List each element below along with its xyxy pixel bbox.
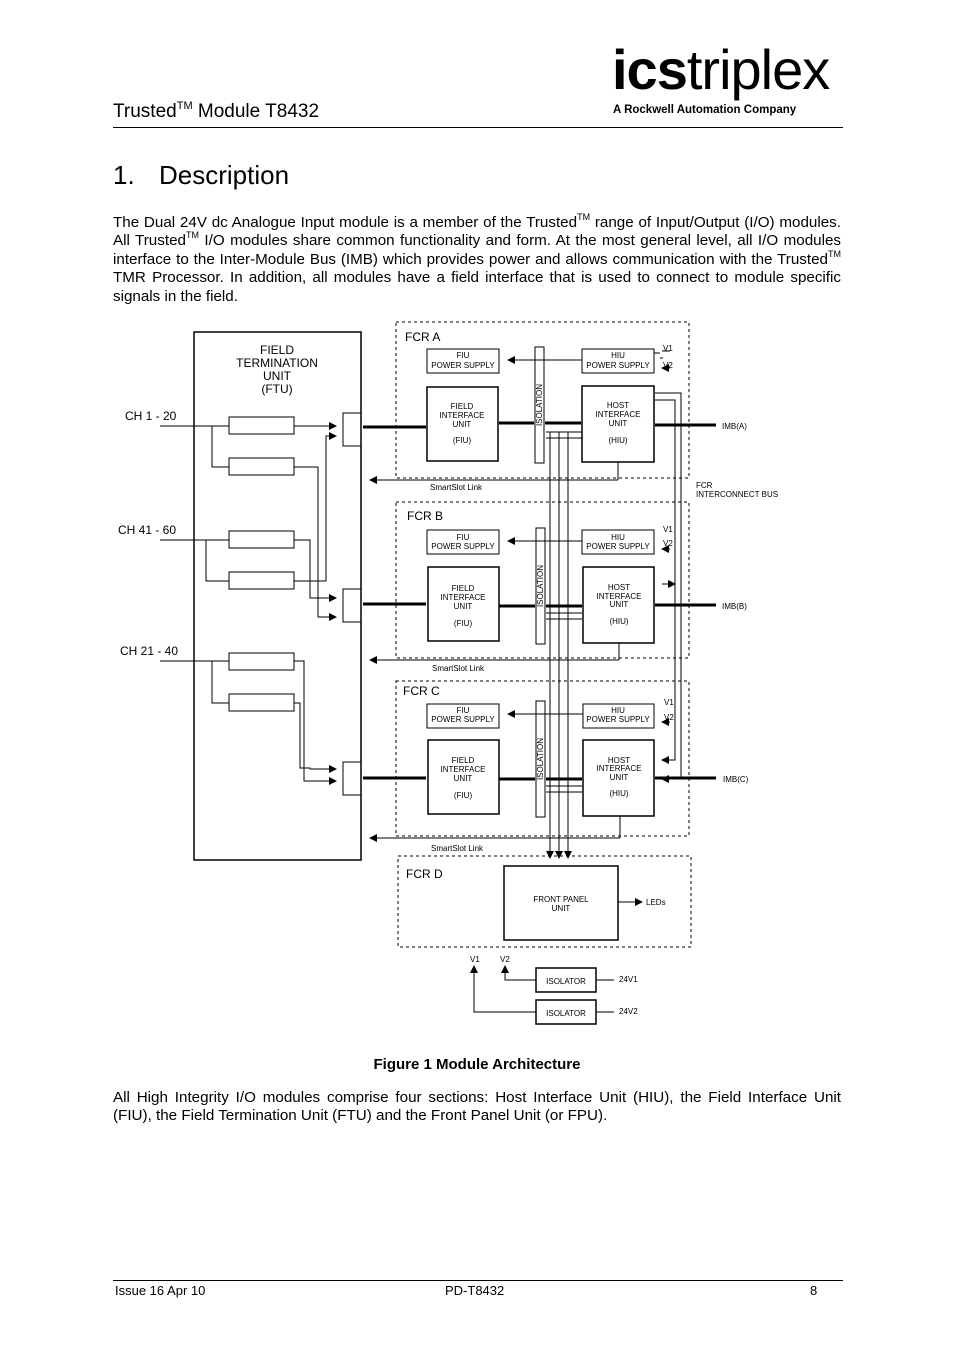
diagram-connector	[294, 467, 336, 617]
diagram-label: HOST	[607, 583, 631, 592]
diagram-label: V1	[663, 344, 673, 353]
diagram-label: V2	[664, 713, 674, 722]
diagram-connector	[212, 426, 229, 467]
diagram-label: HOST	[606, 401, 630, 410]
body-paragraph: All High Integrity I/O modules comprise four sections: Host Interface Unit (HIU), the Field Interface Unit (FIU), the Field Termination Unit (FTU) and the Front Panel Unit (or FPU).	[113, 1089, 841, 1125]
diagram-label: UNIT	[608, 419, 628, 428]
diagram-label: (HIU)	[609, 617, 629, 626]
diagram-label: FRONT PANEL	[533, 895, 589, 904]
diagram-label: FIU	[456, 706, 470, 715]
diagram-label: ISOLATOR	[546, 977, 586, 986]
diagram-label: SmartSlot Link	[431, 844, 484, 853]
page-number: 8	[810, 1283, 818, 1298]
diagram-label: POWER SUPPLY	[431, 715, 495, 724]
diagram-label: ISOLATION	[536, 564, 545, 608]
diagram-label: IMB(C)	[723, 775, 749, 784]
diagram-label: V2	[500, 955, 510, 964]
diagram-label: UNIT	[453, 602, 473, 611]
diagram-label: V2	[663, 539, 673, 548]
diagram-label: UNIT	[452, 420, 472, 429]
diagram-label: FIU	[456, 351, 470, 360]
diagram-label: INTERFACE	[596, 764, 642, 773]
ftu-connector	[343, 589, 361, 622]
resistor	[229, 694, 294, 711]
diagram-label: POWER SUPPLY	[586, 542, 650, 551]
diagram-label: SmartSlot Link	[430, 483, 483, 492]
ftu-connector	[343, 762, 361, 795]
diagram-connector	[294, 436, 336, 581]
section-heading: 1. Description	[113, 160, 290, 190]
diagram-label: (HIU)	[608, 436, 628, 445]
diagram-label: V1	[470, 955, 480, 964]
diagram-label: UNIT	[609, 600, 629, 609]
diagram-label: FIELD	[450, 402, 474, 411]
intro-paragraph: The Dual 24V dc Analogue Input module is a member of the Trusted™ range of Input/Output (I/O) modules. All Trusted™ I/O modules share common functionality and form. At the most general level, all I/O modules interface to the Inter-Module Bus (IMB) which provides power and allows communication with the Trusted™ TMR Processor. In addition, all modules have a field interface that is used to connect to module specific signals in the field.	[113, 212, 841, 305]
diagram-label: POWER SUPPLY	[431, 361, 495, 370]
diagram-label: V1	[664, 698, 674, 707]
resistor	[229, 458, 294, 475]
footer-doc-id: PD-T8432	[445, 1283, 505, 1298]
diagram-label: ISOLATION	[536, 737, 545, 781]
fcr-d-label: FCR D	[406, 867, 443, 881]
fcr-b-label: FCR B	[407, 509, 443, 523]
module-title: Trusted™ Module T8432	[113, 100, 320, 122]
diagram-label: INTERFACE	[440, 765, 486, 774]
diagram-label: POWER SUPPLY	[586, 361, 650, 370]
ftu-label-1: FIELD	[259, 343, 295, 357]
company-logo: icstriplex	[612, 38, 830, 101]
diagram-label: HIU	[611, 706, 625, 715]
ftu-label-4: (FTU)	[261, 382, 293, 396]
diagram-label: FIU	[456, 533, 470, 542]
diagram-label: INTERFACE	[439, 411, 485, 420]
resistor	[229, 572, 294, 589]
diagram-label: POWER SUPPLY	[431, 542, 495, 551]
diagram-label: ISOLATOR	[546, 1009, 586, 1018]
diagram-label: LEDs	[646, 898, 666, 907]
diagram-connector	[294, 540, 336, 598]
channel-label-2: CH 41 - 60	[118, 523, 177, 537]
diagram-label: INTERFACE	[596, 592, 642, 601]
diagram-label: HIU	[611, 351, 625, 360]
diagram-label: HIU	[611, 533, 625, 542]
diagram-label: IMB(A)	[722, 422, 747, 431]
footer-divider	[113, 1280, 843, 1281]
ftu-connector	[343, 413, 361, 446]
ftu-label-2: TERMINATION	[236, 356, 318, 370]
diagram-label: POWER SUPPLY	[586, 715, 650, 724]
diagram-label: 24V2	[619, 1007, 638, 1016]
channel-label-3: CH 21 - 40	[120, 644, 179, 658]
diagram-label: (FIU)	[452, 436, 472, 445]
resistor	[229, 653, 294, 670]
diagram-label: INTERFACE	[440, 593, 486, 602]
fcr-a-label: FCR A	[405, 330, 441, 344]
resistor	[229, 531, 294, 548]
diagram-label: 24V1	[619, 975, 638, 984]
diagram-label: INTERFACE	[595, 410, 641, 419]
diagram-label: IMB(B)	[722, 602, 747, 611]
diagram-connector	[505, 966, 536, 980]
figure-caption: Figure 1 Module Architecture	[373, 1056, 581, 1073]
channel-label-1: CH 1 - 20	[125, 409, 177, 423]
diagram-label: SmartSlot Link	[432, 664, 485, 673]
diagram-label: (HIU)	[609, 789, 629, 798]
diagram-label: HOST	[607, 756, 631, 765]
footer-issue: Issue 16 Apr 10	[115, 1283, 206, 1298]
resistor	[229, 417, 294, 434]
fcr-bus-label: FCR	[696, 481, 713, 490]
diagram-connector	[294, 703, 336, 769]
diagram-label: V2	[663, 361, 673, 370]
diagram-label: FIELD	[451, 756, 475, 765]
diagram-label: UNIT	[551, 904, 571, 913]
diagram-label: V1	[663, 525, 673, 534]
diagram-label: ISOLATION	[535, 383, 544, 427]
diagram-label: UNIT	[609, 773, 629, 782]
ftu-label-3: UNIT	[263, 369, 291, 383]
diagram-label: (FIU)	[453, 791, 473, 800]
diagram-connector	[212, 661, 229, 703]
diagram-connector	[206, 540, 229, 581]
diagram-label: (FIU)	[453, 619, 473, 628]
diagram-label: FIELD	[451, 584, 475, 593]
logo-tagline: A Rockwell Automation Company	[613, 104, 797, 116]
fcr-c-label: FCR C	[403, 684, 440, 698]
diagram-label: INTERCONNECT BUS	[696, 490, 779, 499]
diagram-label: UNIT	[453, 774, 473, 783]
